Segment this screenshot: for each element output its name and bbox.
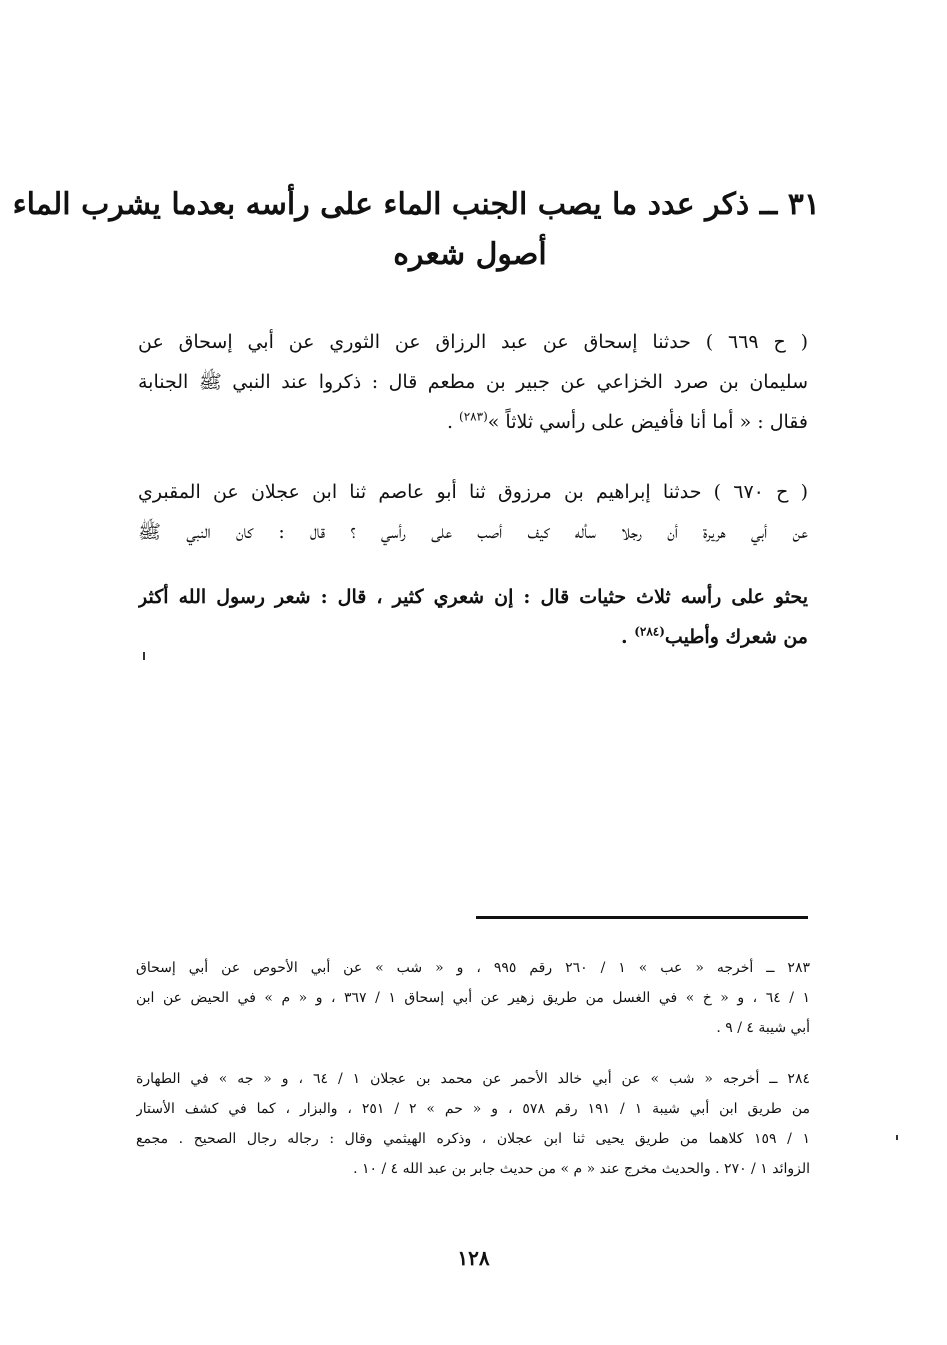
footnote-284-line-2: من طريق ابن أبي شيبة ١ / ١٩١ رقم ٥٧٨ ، و « حم » ٢ / ٢٥١ ، والبزار ، كما في كشف الأستار: [136, 1101, 810, 1117]
hadith-669: [138, 322, 808, 442]
hadith-670-end: .: [620, 626, 635, 648]
hadith-669-line-1: ( ح ٦٦٩ ) حدثنا إسحاق عن عبد الرزاق عن الثوري عن أبي إسحاق عن: [138, 331, 808, 353]
footnote-283-line-3: أبي شيبة ٤ / ٩ .: [716, 1020, 810, 1036]
hadith-670-bold-line-2: [138, 617, 808, 657]
footnote-284-line-3: ١ / ١٥٩ كلاهما من طريق يحيى ثنا ابن عجلان ، وذكره الهيثمي وقال : رجاله رجال الصحيح . مجمع: [136, 1131, 810, 1147]
page-number: ١٢٨: [457, 1246, 490, 1270]
hadith-669-line-2: سليمان بن صرد الخزاعي عن جبير بن مطعم قال : ذكروا عند النبي ﷺ الجنابة: [138, 371, 808, 393]
footnote-284-line-4: الزوائد ١ / ٢٧٠ . والحديث مخرج عند « م » من حديث جابر بن عبد الله ٤ / ١٠ .: [353, 1161, 810, 1177]
heading-line-1: ٣١ ــ ذكر عدد ما يصب الجنب الماء على رأسه بعدما يشرب الماء: [12, 187, 820, 222]
hadith-670-bold-line-2-text: من شعرك وأطيب: [664, 626, 808, 648]
hadith-669-line-3-text: فقال : « أما أنا فأفيض على رأسي ثلاثاً »: [487, 411, 808, 433]
hadith-670-line-1: ( ح ٦٧٠ ) حدثنا إبراهيم بن مرزوق ثنا أبو عاصم ثنا ابن عجلان عن المقبري: [138, 481, 808, 503]
footnote-ref-283: (٢٨٣): [459, 409, 488, 424]
footnote-283-line-1: ٢٨٣ ــ أخرجه « عب » ١ / ٢٦٠ رقم ٩٩٥ ، و « شب » عن أبي الأحوص عن أبي إسحاق: [136, 960, 810, 976]
hadith-670-continuation: [138, 577, 808, 657]
footnote-284-line-1: ٢٨٤ ــ أخرجه « شب » عن أبي خالد الأحمر عن محمد بن عجلان ١ / ٦٤ ، و « جه » في الطهارة: [136, 1071, 810, 1087]
heading-line-2: أصول شعره: [393, 237, 547, 272]
hadith-670-line-2: عن أبي هريرة أن رجلا سأله كيف أصب على رأسي ؟ قال : كان النبي ﷺ: [138, 521, 808, 543]
footnote-separator: [476, 916, 808, 919]
hadith-669-end: .: [446, 411, 460, 433]
hadith-670: [138, 472, 808, 552]
footnote-ref-284: (٢٨٤): [634, 624, 665, 639]
scan-speck: [143, 652, 145, 660]
hadith-669-line-3: [138, 402, 808, 442]
scan-speck: [896, 1135, 898, 1140]
footnote-283-line-2: ١ / ٦٤ ، و « خ » في الغسل من طريق زهير عن أبي إسحاق ١ / ٣٦٧ ، و « م » في الحيض عن ابن: [136, 990, 810, 1006]
footnote-283: [136, 953, 810, 1043]
hadith-670-bold-line-1: يحثو على رأسه ثلاث حثيات قال : إن شعري كثير ، قال : شعر رسول الله أكثر: [138, 586, 808, 608]
footnote-284: [136, 1064, 810, 1184]
chapter-heading: [12, 180, 820, 280]
